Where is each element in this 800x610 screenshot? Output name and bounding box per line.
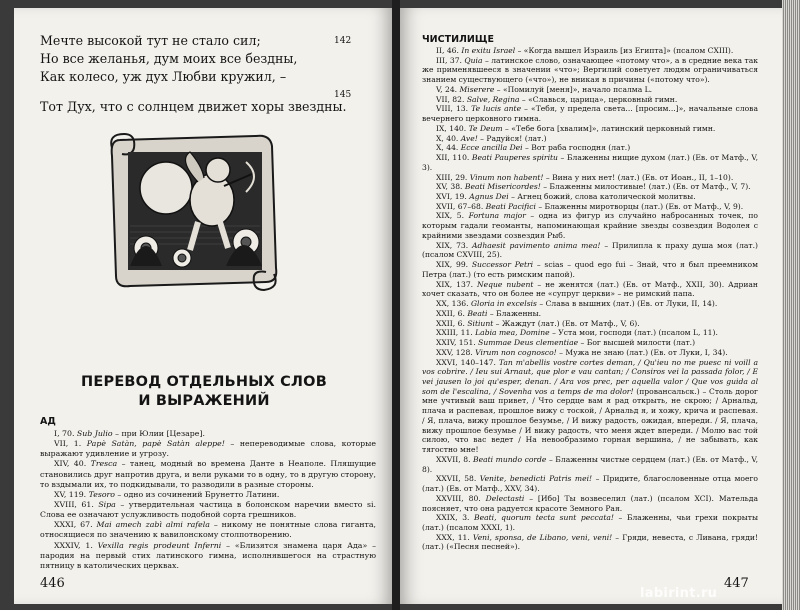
entry-term: Vexilla regis prodeunt Inferni <box>97 540 222 550</box>
glossary-entry <box>422 319 758 329</box>
glossary-entry <box>422 192 758 202</box>
entry-translation: – Вина у них нет! (лат.) (Ев. от Иоан., II, 1–10). <box>543 172 734 182</box>
verse-number: 145 <box>334 90 352 100</box>
glossary-entry <box>422 241 758 260</box>
entry-reference: XXX, 11. <box>436 532 473 542</box>
entry-translation: – Блаженны. <box>487 308 542 318</box>
entry-translation: – никому не понятные слова гиганта, относящиеся по значению к вавилонскому столпотворению. <box>40 520 376 540</box>
entry-term: Beati mundo corde <box>473 454 547 464</box>
entry-translation: – Вот раба господня (лат.) <box>522 143 631 153</box>
glossary-entry <box>40 459 376 489</box>
glossary-entry <box>422 280 758 299</box>
entry-translation: – «Когда вышел Израиль [из Египта]» (псалом CXIII). <box>515 46 734 55</box>
glossary-entry <box>422 95 758 105</box>
glossary-entry <box>422 299 758 309</box>
section-title-line: И ВЫРАЖЕНИЙ <box>138 393 270 409</box>
entry-term: Neque nubent <box>477 279 534 289</box>
entry-term: Salve, Regina <box>466 94 520 104</box>
entry-translation: – одна из фигур из случайно набросанных точек, по которым гадали геоманты, напоминающая крайние звезды созвездия Водолея с крайними звездами созвездия Рыб. <box>422 211 758 240</box>
entry-reference: XXIII, 11. <box>436 328 476 338</box>
glossary-entry <box>422 182 758 192</box>
entry-term: Labia mea, Domine <box>475 328 550 338</box>
glossary-entry <box>40 490 376 500</box>
entry-reference: XXVII, 8. <box>436 454 474 464</box>
entry-reference: XV, 119. <box>54 489 89 499</box>
entry-reference: XIV, 40. <box>54 459 91 469</box>
entry-term: Mai amech zabì almi rafela <box>96 520 210 530</box>
entry-reference: IX, 140. <box>436 123 469 133</box>
entry-translation: – «Тебе бога [хвалим]», латинский церковный гимн. <box>502 123 716 133</box>
entry-term: Sub Julio <box>76 429 113 438</box>
entry-reference: XV, 38. <box>436 182 465 192</box>
glossary-entry <box>422 513 758 532</box>
glossary-entry <box>40 500 376 520</box>
entry-translation: – Блаженны нищие духом (лат.) (Ев. от Матф., V, 3). <box>422 153 758 172</box>
glossary-list <box>422 46 758 552</box>
glossary-entry <box>422 338 758 348</box>
entry-translation: – Мужа не знаю (лат.) (Ев. от Луки, I, 34). <box>556 347 728 357</box>
entry-translation: – Радуйся! (лат.) <box>477 133 547 143</box>
entry-reference: XIX, 5. <box>436 211 469 221</box>
verse-line: Как колесо, уж дух Любви кружил, – <box>40 69 287 84</box>
entry-translation: – латинское слово, означающее «потому что», а в средние века так же применявшееся в значении «что»; Вергилий советует людям ограничиваться знанием существующего («что»), не вникая в причины («потому что»). <box>422 55 758 85</box>
glossary-entry <box>422 124 758 134</box>
verse-line: Тот Дух, что с солнцем движет хоры звездны. <box>40 99 347 114</box>
entry-term: Venite, benedicti Patris mei! <box>479 474 593 484</box>
glossary-entry <box>422 56 758 85</box>
watermark: labirint.ru <box>640 586 718 601</box>
entry-term: Papè Satàn, papè Satàn aleppe! <box>86 439 225 449</box>
entry-reference: XVI, 19. <box>436 192 470 202</box>
entry-translation: – при Юлии [Цезаре]. <box>112 429 205 438</box>
entry-term: Vinum non habent! <box>469 172 544 182</box>
entry-reference: XIX, 137. <box>436 279 477 289</box>
entry-reference: I, 70. <box>54 429 77 438</box>
glossary-entry <box>40 429 376 439</box>
entry-term: Tesoro <box>88 489 115 499</box>
entry-term: In exitu Israel <box>461 46 516 55</box>
glossary-entry <box>422 358 758 455</box>
verse-number: 142 <box>334 36 352 46</box>
entry-reference: VII, 82. <box>436 94 467 104</box>
entry-term: Delectasti <box>485 493 525 503</box>
entry-translation: – Жаждут (лат.) (Ев. от Матф., V, 6). <box>493 318 640 328</box>
entry-term: Beati Pauperes spiritu <box>471 153 558 163</box>
entry-translation: – «Славься, царица», церковный гимн. <box>519 94 678 104</box>
entry-translation: – утвердительная частица в болонском наречии вместо si. Слова ее означают услужливость подобной сорта грешников. <box>40 499 376 520</box>
section-title <box>54 373 354 411</box>
glossary-entry <box>422 309 758 319</box>
entry-reference: XVIII, 61. <box>54 499 99 509</box>
entry-term: Beati Pacifici <box>485 201 536 211</box>
entry-reference: XII, 110. <box>436 153 472 163</box>
glossary-entry <box>422 533 758 552</box>
entry-translation: (провансальск.) – Столь дорог мне учтивый ваш привет, / Что сердце вам я рад открыть, не скрою; / Арнальд, плача и распевая, прошлое вижу с тоской, / Арнальд я, и хожу, крича и распевая. / Я, плача, вижу прошлое безумье, / И вижу радость, ожидая, впереди. / Я, плача, вижу прошлое безумье / И вижу радость, что меня ждет впереди. / Молю вас той силою, что вас ведет / На невообразимо горная вершина, / не забывать, как тягостно мне! <box>422 386 759 455</box>
section-title-line: ПЕРЕВОД ОТДЕЛЬНЫХ СЛОВ <box>81 374 327 390</box>
glossary-entry <box>422 348 758 358</box>
entry-term: Beati <box>467 308 488 318</box>
glossary-entry <box>422 260 758 279</box>
entry-term: Agnus Dei <box>469 192 509 202</box>
entry-translation: – не женятся (лат.) (Ев. от Матф., XXII, 30). Адриан хочет сказать, что он более не «супруг церкви» – не римский папа. <box>422 279 758 299</box>
glossary-entry <box>422 143 758 153</box>
entry-translation: – «Тебя, у предела света... [просим...]», начальные слова вечернего церковного гимна. <box>422 104 758 124</box>
entry-reference: XXVII, 58. <box>436 474 480 484</box>
entry-translation: – Агнец божий, слова католической молитвы. <box>508 192 696 202</box>
entry-translation: – непереводимые слова, которые выражают удивление и угрозу. <box>40 439 376 459</box>
entry-term: Virum non cognosco! <box>475 347 557 357</box>
entry-term: Ecce ancilla Dei <box>460 143 523 153</box>
entry-reference: II, 46. <box>436 46 462 55</box>
section-heading-inferno: АД <box>40 416 56 427</box>
entry-term: Fortuna major <box>468 211 526 221</box>
page-number: 446 <box>40 576 65 591</box>
entry-reference: XXV, 128. <box>436 347 476 357</box>
entry-translation: – Прилипла к праху душа моя (лат.) (псалом CXVIII, 25). <box>422 240 758 260</box>
entry-translation: – [Ибо] Ты возвеселил (лат.) (псалом XCI). Мательда поясняет, что она радуется красоте Земного Рая. <box>422 493 758 513</box>
entry-translation: – танец, модный во времена Данте в Неаполе. Пляшущие становились друг напротив друга, и вели руками то в одну, то в другую сторону, то вздымали их, то подкидывали, то разводили в разные стороны. <box>40 459 376 489</box>
entry-term: Successor Petri <box>471 260 534 270</box>
entry-translation: – Блаженны милостивые! (лат.) (Ев. от Матф., V, 7). <box>540 182 751 192</box>
glossary-entry <box>422 153 758 172</box>
entry-reference: XXVI, 140–147. <box>436 357 499 367</box>
entry-translation: – «Близятся знамена царя Ада» – пародия на первый стих латинского гимна, исполнявшегося на страстную пятницу в католических церквах. <box>40 540 377 570</box>
entry-reference: III, 37. <box>436 55 465 65</box>
glossary-entry <box>422 202 758 212</box>
entry-reference: XXII, 6. <box>436 308 468 318</box>
entry-reference: XXXI, 67. <box>54 520 97 530</box>
entry-term: Quia <box>464 55 483 65</box>
entry-term: Tan m'abellis vostre cortes deman, / Qu'ieu no me puesc ni voill a vos cobrire. / Ieu sui Arnaut, que plor e vau cantan; / Consiros vei la passada folor, / E vei jausen lo joi qu'esper, denan. / Ara vos prec, per aquella valor / Que vos guida al som de l'escalina, / Sovenha vos a temps de ma dolor! <box>422 357 758 396</box>
glossary-entry <box>40 439 376 459</box>
glossary-list <box>40 429 376 571</box>
glossary-entry <box>422 46 758 56</box>
entry-term: Miserere <box>459 84 495 94</box>
entry-translation: – Придите, благословенные отца моего (лат.) (Ев. от Матф., XXV, 34). <box>422 474 758 494</box>
section-heading-purgatory: ЧИСТИЛИЩЕ <box>422 34 494 45</box>
entry-reference: XXIV, 151. <box>436 338 479 348</box>
book-gutter <box>392 0 400 610</box>
glossary-entry <box>422 104 758 123</box>
entry-reference: VII, 1. <box>54 439 87 449</box>
entry-translation: – scias – quod ego fui – Знай, что я был преемником Петра (лат.) (то есть римским папой). <box>422 260 758 279</box>
glossary-entry <box>40 541 376 571</box>
entry-reference: V, 24. <box>436 84 460 94</box>
entry-translation: – Блаженны чистые сердцем (лат.) (Ев. от Матф., V, 8). <box>422 454 758 474</box>
glossary-entry <box>40 520 376 540</box>
entry-translation: – Блаженны миротворцы (лат.) (Ев. от Матф., V, 9). <box>535 201 744 211</box>
entry-reference: X, 40. <box>436 133 461 143</box>
glossary-entry <box>422 455 758 474</box>
entry-term: Beati, quorum tecta sunt peccata! <box>474 513 614 523</box>
entry-reference: XIII, 29. <box>436 172 470 182</box>
entry-reference: XXIX, 3. <box>436 513 475 523</box>
entry-translation: – Слава в вышних (лат.) (Ев. от Луки, II, 14). <box>536 299 718 309</box>
entry-term: Beati Misericordes! <box>464 182 541 192</box>
page-number: 447 <box>724 576 749 591</box>
right-page <box>400 8 792 604</box>
glossary-entry <box>422 85 758 95</box>
verse-line: Но все желанья, дум моих все бездны, <box>40 51 298 66</box>
entry-term: Gloria in excelsis <box>470 299 537 309</box>
glossary-entry <box>422 173 758 183</box>
cupid-engraving-illustration <box>106 126 282 294</box>
entry-reference: VIII, 13. <box>436 104 472 114</box>
verse-line: Мечте высокой тут не стало сил; <box>40 33 261 48</box>
entry-reference: XVII, 67–68. <box>436 201 486 211</box>
entry-reference: XIX, 99. <box>436 260 472 270</box>
entry-reference: XXVIII, 80. <box>436 493 486 503</box>
entry-term: Te Deum <box>468 123 503 133</box>
page-edges <box>782 0 800 610</box>
entry-term: Sitiunt <box>467 318 494 328</box>
entry-translation: – Уста мои, господи (лат.) (псалом L, 11). <box>549 328 718 338</box>
glossary-entry <box>422 328 758 338</box>
entry-translation: – Блаженны, чьи грехи покрыты (лат.) (псалом XXXI, 1). <box>422 513 758 532</box>
entry-term: Summae Deus clementiae <box>478 338 579 348</box>
entry-term: Te lucis ante <box>471 104 522 114</box>
glossary-entry <box>422 211 758 240</box>
entry-term: Veni, sponsa, de Libano, veni, veni! <box>472 532 613 542</box>
entry-translation: – Бог высшей милости (лат.) <box>578 338 696 348</box>
entry-translation: – Гряди, невеста, с Ливана, гряди! (лат.) («Песня песней»). <box>422 532 758 552</box>
entry-translation: – одно из сочинений Брунетто Латини. <box>114 489 280 499</box>
entry-translation: – «Помилуй [меня]», начало псалма L. <box>494 84 653 94</box>
entry-term: Tresca <box>90 459 118 469</box>
glossary-entry <box>422 474 758 493</box>
entry-term: Ave! <box>460 133 478 143</box>
entry-reference: XIX, 73. <box>436 240 473 250</box>
entry-reference: X, 44. <box>436 143 461 153</box>
entry-reference: XX, 136. <box>436 299 471 309</box>
entry-reference: XXII, 6. <box>436 318 468 328</box>
entry-term: Sipa <box>98 499 116 509</box>
entry-term: Adhaesit pavimento anima mea! <box>472 240 601 250</box>
glossary-entry <box>422 134 758 144</box>
glossary-entry <box>422 494 758 513</box>
left-page <box>14 8 392 604</box>
entry-reference: XXXIV, 1. <box>54 540 98 550</box>
